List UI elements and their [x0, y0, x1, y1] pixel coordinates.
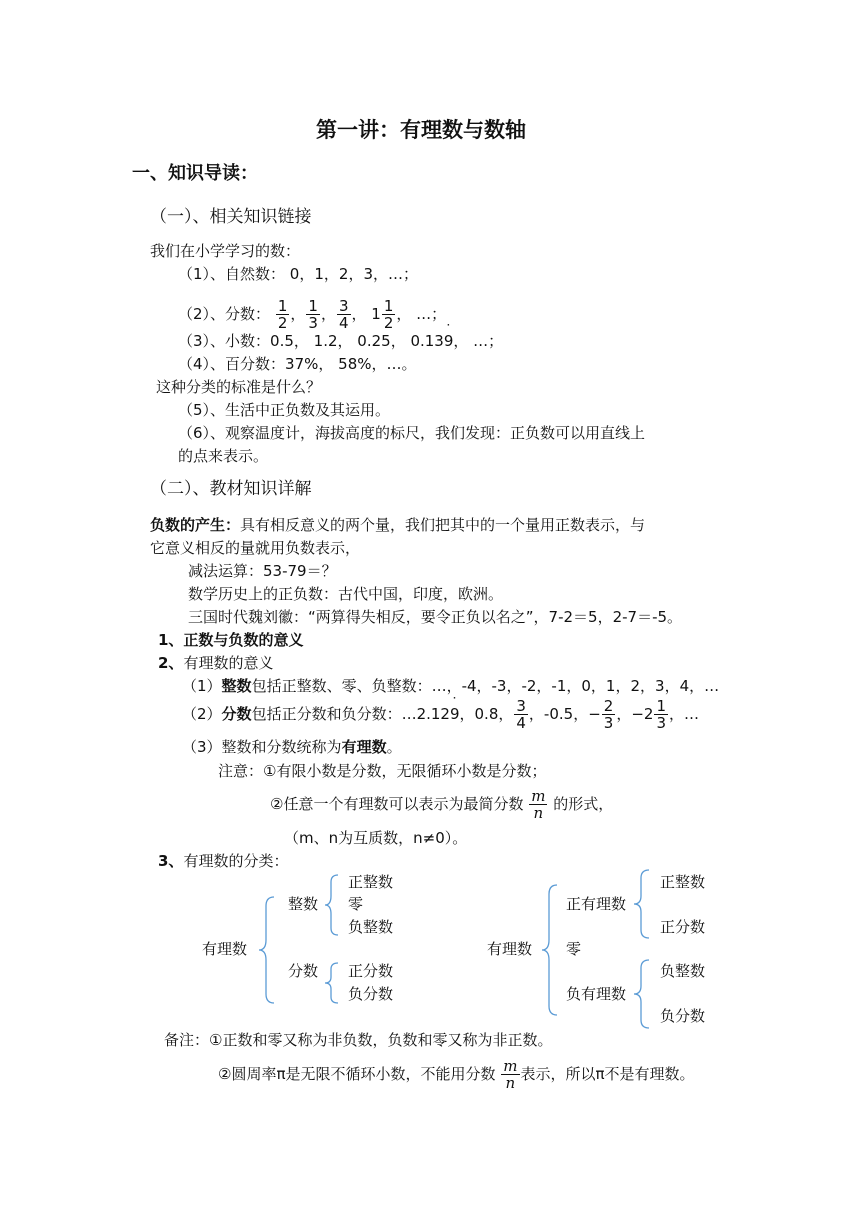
mixed-whole: 1 [371, 305, 381, 323]
numerator: m [531, 787, 546, 805]
note-2-text-a: ②任意一个有理数可以表示为最简分数 [270, 795, 524, 813]
denominator: 2 [277, 314, 288, 332]
numerator: 3 [516, 697, 526, 715]
numerator: 1 [277, 297, 288, 315]
rule-3-keyword: 有理数 [341, 738, 387, 756]
brace-left-main [258, 896, 278, 1004]
fraction-m-n [529, 788, 547, 821]
fraction-2-3 [602, 698, 616, 731]
cls-right-pos-frac: 正分数 [660, 918, 706, 936]
cls-left-neg-int: 负整数 [348, 918, 394, 936]
denominator: 2 [383, 314, 394, 332]
fraction-m-n [501, 1058, 519, 1091]
repeating-digit: 9 ˙ [444, 331, 454, 351]
rule-3-text: 整数和分数统称为 [221, 738, 342, 756]
point-2-heading [158, 653, 273, 673]
rule-3-end: 。 [386, 738, 402, 756]
note-line1: 注意：①有限小数是分数，无限循环小数是分数； [218, 762, 547, 780]
denominator: 3 [656, 714, 666, 732]
rule-2-text-d: ，−2 [616, 705, 654, 723]
decimals-text: （3）、小数：0.5， 1.2， 0.25， 0.13 [178, 332, 444, 350]
rule-2-text-e: ，… [668, 705, 699, 723]
page-title: 第一讲：有理数与数轴 [316, 118, 526, 142]
remark-2-text-a: ②圆周率π是无限不循环小数，不能用分数 [218, 1065, 496, 1083]
denominator: n [505, 1074, 516, 1092]
fraction-3-4 [337, 298, 351, 331]
negative-origin-text: 具有相反意义的两个量，我们把其中的一个量用正数表示，与 [240, 516, 646, 534]
brace-right-negative [633, 959, 653, 1029]
mixed-fraction [382, 298, 396, 331]
note-line2 [270, 787, 613, 821]
cls-right-pos-int: 正整数 [660, 873, 706, 891]
numerator: 1 [383, 297, 394, 315]
negative-origin-line1 [150, 515, 645, 535]
point-2-text: 有理数的意义 [183, 654, 274, 672]
cls-left-pos-int: 正整数 [348, 873, 394, 891]
point-3-number: 3、 [158, 852, 184, 870]
subsection-heading-2: （二）、教材知识详解 [150, 479, 312, 499]
item-fractions: （2）、分数： $\frac{1}{2}$ ， $\frac{1}{3}$ ， $\frac{3}{4}$ ， 1 $\frac{1}{2}$ ， …； [178, 297, 447, 332]
cls-left-neg-frac: 负分数 [348, 985, 394, 1003]
brace-right-positive [633, 869, 653, 939]
item-thermometer-line2: 的点来表示。 [178, 447, 269, 465]
history-text: 数学历史上的正负数：古代中国，印度，欧洲。 [188, 585, 504, 603]
rule-2-keyword: 分数 [221, 705, 252, 723]
negative-origin-line2: 它意义相反的量就用负数表示， [150, 539, 361, 557]
note-line3: （m、n为互质数，n≠0）。 [284, 829, 468, 847]
rule-3-number: （3） [182, 738, 222, 756]
cls-right-zero: 零 [566, 940, 582, 958]
brace-left-fraction [324, 962, 342, 1004]
liuhui-text: 三国时代魏刘徽：“两算得失相反，要令正负以名之”，7-2＝5，2-7＝-5。 [188, 608, 683, 626]
rule-fractions [182, 697, 699, 731]
fraction-1-3 [306, 298, 320, 331]
subtraction-text: 减法运算：53-79＝？ [188, 562, 337, 580]
repeating-digit: 9 ˙ [450, 697, 460, 731]
denominator: n [533, 804, 544, 822]
rule-1-number: （1） [182, 677, 222, 695]
numerator: 1 [656, 697, 666, 715]
cls-left-integer: 整数 [288, 895, 319, 913]
item-fractions-suffix: …； [416, 305, 447, 323]
brace-right-main [541, 884, 561, 1016]
item-decimals [178, 331, 503, 351]
rule-2-number: （2） [182, 705, 222, 723]
item-positive-negative: （5）、生活中正负数及其运用。 [178, 401, 391, 419]
remark-line1: 备注：①正数和零又称为非负数，负数和零又称为非正数。 [164, 1031, 553, 1049]
note-2-text-b: 的形式， [553, 795, 614, 813]
cls-left-zero: 零 [348, 895, 364, 913]
rule-1-keyword: 整数 [221, 677, 252, 695]
question-text: 这种分类的标准是什么？ [156, 378, 322, 396]
cls-right-neg-int: 负整数 [660, 962, 706, 980]
point-2-number: 2、 [158, 654, 184, 672]
item-thermometer-line1: （6）、观察温度计，海拔高度的标尺，我们发现：正负数可以用直线上 [178, 424, 646, 442]
rule-2-text-a: 包括正分数和负分数：…2.12 [251, 705, 450, 723]
denominator: 3 [603, 714, 614, 732]
remark-2-text-b: 表示，所以π不是有理数。 [520, 1065, 695, 1083]
negative-origin-label: 负数的产生： [150, 516, 241, 534]
item-percentages: （4）、百分数：37%， 58%，…。 [178, 355, 417, 373]
rule-2-text-b: ，0.8， [459, 705, 514, 723]
cls-right-neg-rational: 负有理数 [566, 985, 627, 1003]
subsection-heading-1: （一）、相关知识链接 [150, 207, 312, 227]
fraction-list: $\frac{1}{2}$ ， $\frac{1}{3}$ ， $\frac{3}{4}$ ， [277, 297, 367, 332]
section-heading-1: 一、知识导读： [132, 163, 258, 184]
cls-left-pos-frac: 正分数 [348, 962, 394, 980]
cls-right-root: 有理数 [487, 940, 533, 958]
fraction-1-3 [654, 698, 668, 731]
decimals-suffix: ， …； [453, 332, 504, 350]
numerator: 2 [603, 697, 614, 715]
cls-right-neg-frac: 负分数 [660, 1007, 706, 1025]
remark-line2 [218, 1057, 695, 1091]
mixed-number [371, 297, 396, 332]
fraction-3-4 [514, 698, 528, 731]
cls-right-pos-rational: 正有理数 [566, 895, 627, 913]
numerator: 3 [338, 297, 349, 315]
denominator: 4 [338, 314, 349, 332]
intro-text: 我们在小学学习的数： [150, 242, 301, 260]
cls-left-fraction: 分数 [288, 962, 319, 980]
point-1-heading: 1、正数与负数的意义 [158, 631, 304, 649]
item-fractions-label: （2）、分数： [178, 305, 271, 323]
denominator: 3 [308, 314, 318, 332]
point-3-text: 有理数的分类： [183, 852, 289, 870]
fraction-1-2 [276, 298, 290, 331]
point-3-heading [158, 851, 288, 871]
numerator: m [503, 1057, 518, 1075]
denominator: 4 [516, 714, 526, 732]
item-natural-numbers: （1）、自然数： 0，1，2，3，…； [178, 265, 418, 283]
rule-2-text-c: ，-0.5，− [528, 705, 601, 723]
brace-left-integer [324, 874, 342, 936]
numerator: 1 [308, 297, 318, 315]
rule-1-text: 包括正整数、零、负整数：…，-4，-3，-2，-1，0，1，2，3，4，… [251, 677, 720, 695]
rule-rationals [182, 737, 402, 757]
cls-left-root: 有理数 [202, 940, 248, 958]
